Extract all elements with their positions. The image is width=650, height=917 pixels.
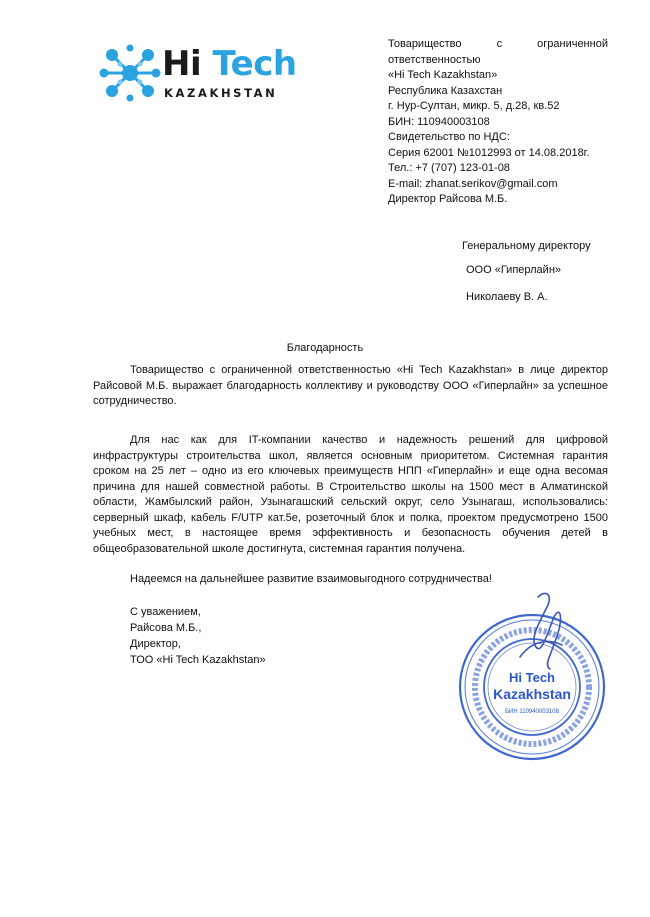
closing-position: Директор, <box>130 638 181 650</box>
closing-company: ТОО «Hi Tech Kazakhstan» <box>130 654 266 666</box>
sender-phone: Тел.: +7 (707) 123-01-08 <box>388 162 510 174</box>
sender-country: Республика Казахстан <box>388 84 503 97</box>
sender-company-name: «Hi Tech Kazakhstan» <box>388 69 498 81</box>
body-paragraph-1 <box>93 363 608 410</box>
stamp-seal-icon <box>450 587 620 762</box>
sender-line-1-part: с <box>496 38 503 50</box>
body-paragraph-2 <box>93 433 608 557</box>
sender-line-1-part: ограниченной <box>537 38 608 50</box>
sender-director: Директор Райсова М.Б. <box>388 193 508 205</box>
sender-vat-label: Свидетельство по НДС: <box>388 131 510 143</box>
body-paragraph-3: Надеемся на дальнейшее развитие взаимовыгодного сотрудничества! <box>130 573 492 585</box>
sender-line-1 <box>388 37 608 53</box>
logo-word-tech: Tech <box>212 44 297 84</box>
paragraph-text: Для нас как для IT-компании качество и надежность решений для цифровой инфраструктуры строительства школ, является основным приоритетом. Системная гарантия сроком на 25 лет – одно из его ключевых преимуществ НПП «Гиперлайн» и еще одна весомая причина для нашей совместной работы. В Строительство школы на 1500 мест в Алматинской области, Жамбылский район, Узынагашский сельский округ, село Узынагаш, использовались: серверный шкаф, кабель F/UTP кат.5е, розеточный блок и полка, проектом предусмотрено 1500 учебных мест, в настоящее время эффективность и безопасность обучения детей в общеобразовательной школе достигнута, системная гарантия получена. <box>93 434 608 555</box>
sender-line-1-part: Товарищество <box>388 38 462 50</box>
stamp-center-line-2: Kazakhstan <box>493 686 571 702</box>
recipient-position: Генеральному директору <box>462 240 591 252</box>
company-stamp <box>450 587 620 762</box>
letter-title: Благодарность <box>286 342 364 354</box>
closing-block <box>130 604 266 668</box>
recipient-company: ООО «Гиперлайн» <box>466 264 562 276</box>
sender-vat-series: Серия 62001 №1012993 от 14.08.2018г. <box>388 146 590 159</box>
molecule-icon <box>98 42 162 104</box>
recipient-name: Николаеву В. А. <box>466 291 548 303</box>
sender-details <box>388 37 608 208</box>
stamp-bin: БИН 110940003108 <box>505 709 559 715</box>
closing-name: Райсова М.Б., <box>130 622 202 634</box>
closing-regards: С уважением, <box>130 606 201 618</box>
logo-wordmark <box>162 45 297 83</box>
sender-line: ответственностью <box>388 53 481 66</box>
paragraph-text: Товарищество с ограниченной ответственностью «Hi Tech Kazakhstan» в лице директор Райсовой М.Б. выражает благодарность коллективу и руководству ООО «Гиперлайн» за успешное сотрудничество. <box>93 364 608 407</box>
stamp-center-line-1: Hi Tech <box>509 670 555 685</box>
sender-bin: БИН: 110940003108 <box>388 115 490 128</box>
logo-word-hi: Hi <box>162 44 202 84</box>
sender-email: E-mail: zhanat.serikov@gmail.com <box>388 177 558 190</box>
logo-region: KAZAKHSTAN <box>164 86 278 100</box>
sender-address: г. Нур-Султан, микр. 5, д.28, кв.52 <box>388 100 560 112</box>
company-logo <box>98 42 313 104</box>
